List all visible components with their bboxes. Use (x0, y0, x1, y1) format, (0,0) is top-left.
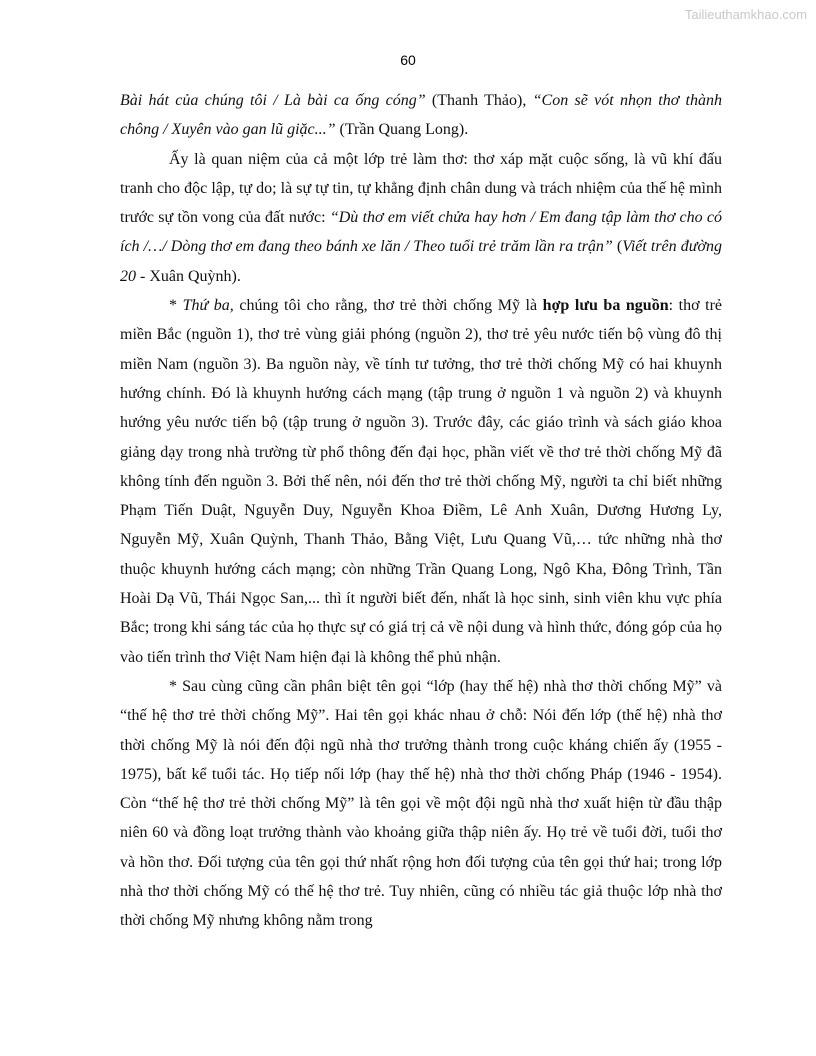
text-segment: Thứ ba, (182, 297, 234, 315)
paragraph-4 (120, 672, 722, 936)
text-segment: “Con sẽ vót nhọn thơ thành chông / Xuyên vào gan lũ giặc...” (120, 92, 722, 139)
text-segment: * (169, 297, 183, 315)
paragraph-3 (120, 291, 722, 672)
watermark-text: Tailieuthamkhao.com (684, 7, 807, 22)
text-segment: - Xuân Quỳnh). (136, 267, 241, 285)
document-body (120, 86, 722, 936)
text-segment: Ấy là quan niệm của cả một lớp trẻ làm thơ: thơ xáp mặt cuộc sống, là vũ khí đấu tranh cho độc lập, tự do; là sự tự tin, tự khẳng định chân dung và trách nhiệm của thế hệ mình trước sự tồn vong của đất nước: (120, 150, 722, 227)
paragraph-1 (120, 86, 722, 145)
text-segment: (Trần Quang Long). (335, 121, 469, 139)
page-number: 60 (400, 52, 416, 68)
text-segment: chúng tôi cho rằng, thơ trẻ thời chống Mỹ là (233, 297, 543, 315)
text-segment: (Thanh Thảo), (425, 92, 533, 109)
text-segment: hợp lưu ba nguồn (542, 297, 669, 315)
text-segment: : thơ trẻ miền Bắc (nguồn 1), thơ trẻ vùng giải phóng (nguồn 2), thơ trẻ yêu nước tiến bộ vùng đô thị miền Nam (nguồn 3). Ba nguồn này, về tính tư tưởng, thơ trẻ thời chống Mỹ có hai khuynh hướng chính. Đó là khuynh hướng cách mạng (tập trung ở nguồn 1 và nguồn 2) và khuynh hướng yêu nước tiến bộ (tập trung ở nguồn 3). Trước đây, các giáo trình và sách giáo khoa giảng dạy trong nhà trường từ phổ thông đến đại học, phần viết về thơ trẻ thời chống Mỹ đã không tính đến nguồn 3. Bởi thế nên, nói đến thơ trẻ thời chống Mỹ, người ta chỉ biết những Phạm Tiến Duật, Nguyễn Duy, Nguyễn Khoa Điềm, Lê Anh Xuân, Dương Hương Ly, Nguyễn Mỹ, Xuân Quỳnh, Thanh Thảo, Bằng Việt, Lưu Quang Vũ,… tức những nhà thơ thuộc khuynh hướng cách mạng; còn những Trần Quang Long, Ngô Kha, Đông Trình, Tần Hoài Dạ Vũ, Thái Ngọc San,... thì ít người biết đến, nhất là học sinh, sinh viên khu vực phía Bắc; trong khi sáng tác của họ thực sự có giá trị cả về nội dung và hình thức, đóng góp của họ vào tiến trình thơ Việt Nam hiện đại là không thể phủ nhận. (120, 297, 722, 666)
text-segment: Viết trên đường 20 (120, 238, 722, 285)
text-segment: ( (612, 238, 623, 256)
text-segment: Bài hát của chúng tôi / Là bài ca ống cóng” (120, 92, 426, 109)
text-segment: “Dù thơ em viết chửa hay hơn / Em đang tập làm thơ cho có ích /…/ Dòng thơ em đang theo bánh xe lăn / Theo tuổi trẻ trăm lần ra trận” (120, 209, 723, 256)
text-segment: * Sau cùng cũng cần phân biệt tên gọi “lớp (hay thế hệ) nhà thơ thời chống Mỹ” và “thế hệ thơ trẻ thời chống Mỹ”. Hai tên gọi khác nhau ở chỗ: Nói đến lớp (thế hệ) nhà thơ thời chống Mỹ là nói đến đội ngũ nhà thơ trưởng thành trong cuộc kháng chiến ấy (1955 - 1975), bất kể tuổi tác. Họ tiếp nối lớp (hay thế hệ) nhà thơ thời chống Pháp (1946 - 1954). Còn “thế hệ thơ trẻ thời chống Mỹ” là tên gọi về một đội ngũ nhà thơ xuất hiện từ đầu thập niên 60 và đồng loạt trưởng thành vào khoảng giữa thập niên ấy. Họ trẻ về tuổi đời, tuổi thơ và hồn thơ. Đối tượng của tên gọi thứ nhất rộng hơn đối tượng của tên gọi thứ hai; trong lớp nhà thơ thời chống Mỹ có thế hệ thơ trẻ. Tuy nhiên, cũng có nhiều tác giả thuộc lớp nhà thơ thời chống Mỹ nhưng không nằm trong (120, 677, 722, 930)
paragraph-2 (120, 145, 722, 291)
